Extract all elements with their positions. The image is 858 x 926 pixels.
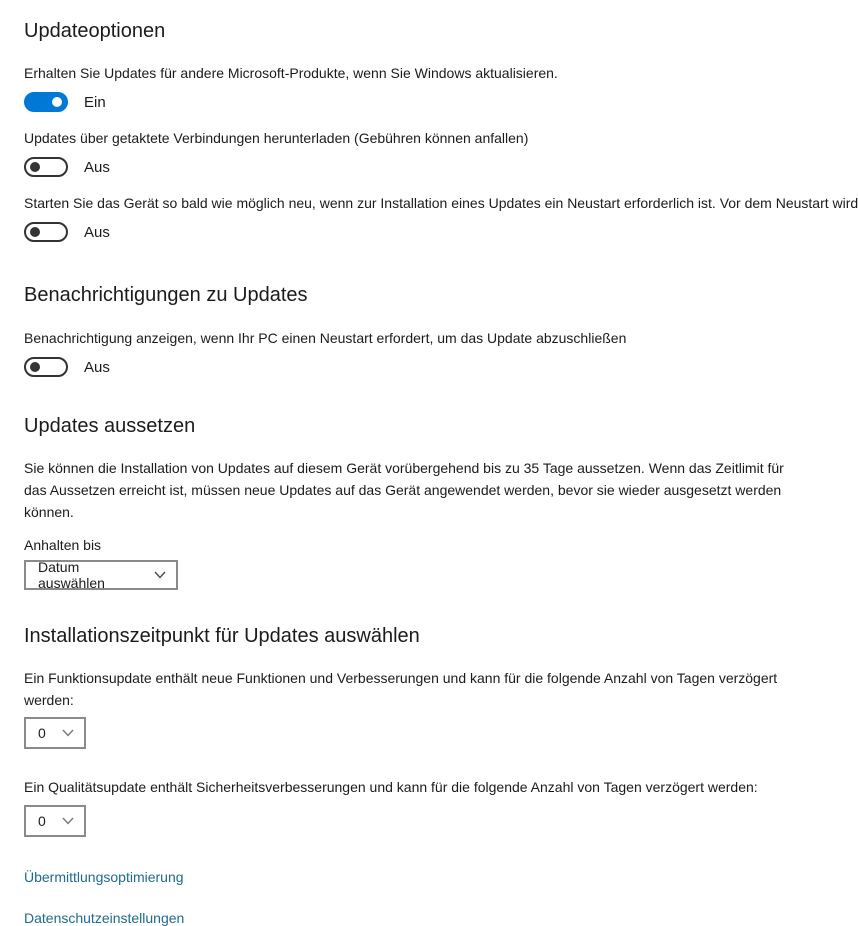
restart-asap-row xyxy=(24,222,855,242)
restart-notification-toggle[interactable] xyxy=(24,357,68,377)
chevron-down-icon xyxy=(154,571,166,579)
toggle-state-label: Ein xyxy=(84,93,106,111)
microsoft-products-updates-toggle[interactable] xyxy=(24,92,68,112)
restart-notification-description: Benachrichtigung anzeigen, wenn Ihr PC einen Neustart erfordert, um das Update abzuschließen xyxy=(24,330,627,346)
pause-date-dropdown[interactable] xyxy=(24,560,178,590)
feature-update-delay-value: 0 xyxy=(38,725,46,741)
toggle-state-label: Aus xyxy=(84,358,110,376)
privacy-settings-link[interactable]: Datenschutzeinstellungen xyxy=(24,910,185,926)
feature-update-description: Ein Funktionsupdate enthält neue Funktionen und Verbesserungen und kann für die folgende Anzahl von Tagen verzögert werden: xyxy=(24,670,778,708)
quality-update-delay-dropdown[interactable] xyxy=(24,805,86,837)
notifications-heading: Benachrichtigungen zu Updates xyxy=(24,284,308,306)
quality-update-description: Ein Qualitätsupdate enthält Sicherheitsverbesserungen und kann für die folgende Anzahl von Tagen verzögert werden: xyxy=(24,779,758,795)
metered-connections-row xyxy=(24,157,855,177)
metered-connections-toggle[interactable] xyxy=(24,157,68,177)
metered-connections-description: Updates über getaktete Verbindungen herunterladen (Gebühren können anfallen) xyxy=(24,130,529,146)
install-schedule-heading: Installationszeitpunkt für Updates auswählen xyxy=(24,625,420,647)
toggle-knob xyxy=(30,362,40,372)
pause-until-label: Anhalten bis xyxy=(24,537,102,553)
page-title: Updateoptionen xyxy=(24,20,166,42)
pause-date-dropdown-value: Datum auswählen xyxy=(38,559,105,591)
toggle-state-label: Aus xyxy=(84,158,110,176)
toggle-knob xyxy=(52,97,62,107)
feature-update-delay-dropdown[interactable] xyxy=(24,717,86,749)
restart-asap-toggle[interactable] xyxy=(24,222,68,242)
chevron-down-icon xyxy=(62,729,74,737)
restart-asap-description: Starten Sie das Gerät so bald wie möglich neu, wenn zur Installation eines Updates ein Neustart erforderlich ist. Vor dem Neustart wird xyxy=(24,195,858,211)
chevron-down-icon xyxy=(62,817,74,825)
toggle-knob xyxy=(30,227,40,237)
microsoft-products-updates-description: Erhalten Sie Updates für andere Microsoft-Produkte, wenn Sie Windows aktualisieren. xyxy=(24,65,558,81)
quality-update-delay-value: 0 xyxy=(38,813,46,829)
pause-updates-description: Sie können die Installation von Updates auf diesem Gerät vorübergehend bis zu 35 Tage aussetzen. Wenn das Zeitlimit für das Aussetzen erreicht ist, müssen neue Updates auf das Gerät angewendet werden, bevor sie wieder ausgesetzt werden können. xyxy=(24,460,784,520)
toggle-state-label: Aus xyxy=(84,223,110,241)
restart-notification-row xyxy=(24,357,855,377)
pause-updates-heading: Updates aussetzen xyxy=(24,415,196,437)
toggle-knob xyxy=(30,162,40,172)
delivery-optimization-link[interactable]: Übermittlungsoptimierung xyxy=(24,869,184,885)
microsoft-products-updates-row xyxy=(24,92,855,112)
